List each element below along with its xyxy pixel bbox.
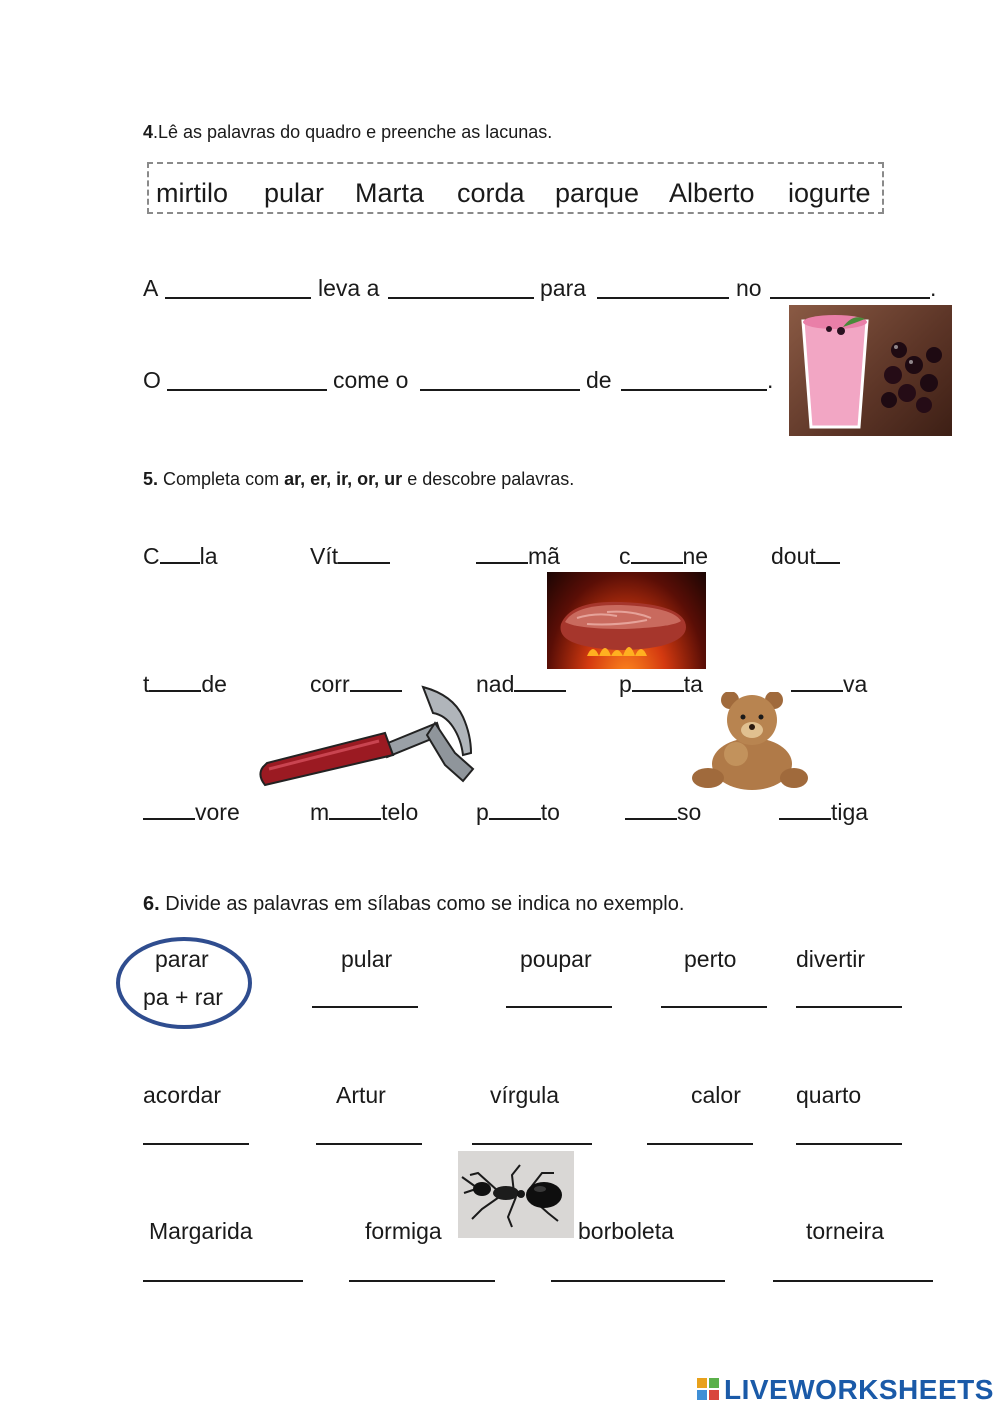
word-bank-box	[147, 162, 884, 214]
syllable-word: borboleta	[578, 1218, 674, 1244]
word-blank[interactable]	[143, 800, 195, 820]
word-suffix: ne	[682, 543, 709, 569]
syllable-word: quarto	[796, 1082, 862, 1108]
word-blank[interactable]	[329, 800, 381, 820]
ex5-instruction	[143, 469, 574, 490]
word-suffix: telo	[381, 799, 419, 825]
ex4-instruction	[143, 122, 552, 143]
liveworksheets-logo-icon	[697, 1378, 721, 1402]
word-suffix: vore	[195, 799, 240, 825]
syllable-blank[interactable]	[796, 1143, 902, 1145]
word-blank[interactable]	[160, 544, 200, 564]
liveworksheets-logo-text: LIVEWORKSHEETS	[724, 1374, 994, 1405]
sentence2-part: .	[767, 367, 774, 393]
word-bank-item: iogurte	[788, 178, 871, 208]
sentence2-blank-1[interactable]	[167, 389, 327, 391]
syllable-word: acordar	[143, 1082, 221, 1108]
word-blank[interactable]	[779, 800, 831, 820]
meat-image	[547, 572, 706, 669]
sentence1-part: A	[143, 275, 159, 301]
word-bank-item: mirtilo	[156, 178, 228, 208]
word-bank-item: pular	[264, 178, 325, 208]
word-bank-item: Marta	[355, 178, 425, 208]
syllable-blank[interactable]	[143, 1280, 303, 1282]
word-blank[interactable]	[338, 544, 390, 564]
ex4-text: .Lê as palavras do quadro e preenche as lacunas.	[153, 122, 553, 142]
syllable-word: perto	[684, 946, 737, 972]
ex5-bold: ar, er, ir, or, ur	[284, 469, 403, 489]
word-prefix: nad	[476, 671, 515, 697]
syllable-blank[interactable]	[796, 1006, 902, 1008]
word-suffix: tiga	[831, 799, 869, 825]
sentence1-blank-4[interactable]	[770, 297, 930, 299]
syllable-word: formiga	[365, 1218, 442, 1244]
sentence2-part: come o	[333, 367, 409, 393]
ex4-number: 4	[143, 122, 154, 142]
word-suffix: de	[201, 671, 227, 697]
syllable-word: torneira	[806, 1218, 884, 1244]
word-prefix: Vít	[310, 543, 339, 569]
syllable-word: vírgula	[490, 1082, 560, 1108]
word-blank[interactable]	[631, 544, 683, 564]
syllable-word: pular	[341, 946, 393, 972]
ex6-number: 6.	[143, 893, 160, 915]
word-blank[interactable]	[625, 800, 677, 820]
syllable-blank[interactable]	[661, 1006, 767, 1008]
word-blank[interactable]	[632, 672, 684, 692]
syllable-blank[interactable]	[349, 1280, 495, 1282]
sentence1-part: no	[736, 275, 762, 301]
word-bank-item: parque	[555, 178, 640, 208]
sentence2-blank-2[interactable]	[420, 389, 580, 391]
sentence1-blank-1[interactable]	[165, 297, 311, 299]
word-suffix: so	[677, 799, 702, 825]
word-prefix: p	[619, 671, 632, 697]
syllable-blank[interactable]	[316, 1143, 422, 1145]
syllable-blank[interactable]	[773, 1280, 933, 1282]
word-prefix: corr	[310, 671, 350, 697]
syllable-blank[interactable]	[647, 1143, 753, 1145]
sentence1-part: .	[930, 275, 937, 301]
word-suffix: la	[199, 543, 218, 569]
word-blank[interactable]	[791, 672, 843, 692]
word-blank[interactable]	[149, 672, 201, 692]
word-prefix: p	[476, 799, 489, 825]
ex6-instruction	[143, 893, 684, 916]
ex5-text-before: Completa com	[163, 469, 280, 489]
word-blank[interactable]	[476, 544, 528, 564]
fill-word	[476, 671, 566, 698]
sentence1-part: leva a	[318, 275, 380, 301]
word-prefix: c	[619, 543, 631, 569]
fill-word	[310, 543, 390, 570]
word-suffix: to	[540, 799, 560, 825]
fill-word	[779, 799, 868, 826]
word-blank[interactable]	[514, 672, 566, 692]
word-suffix: mã	[528, 543, 560, 569]
example-word: parar	[155, 946, 209, 972]
syllable-blank[interactable]	[472, 1143, 592, 1145]
fill-word	[625, 799, 701, 826]
word-bank-item: corda	[457, 178, 525, 208]
word-prefix: m	[310, 799, 330, 825]
example-split: pa + rar	[143, 984, 223, 1010]
syllable-blank[interactable]	[551, 1280, 725, 1282]
fill-word	[310, 799, 418, 826]
syllable-word: divertir	[796, 946, 866, 972]
sentence1-blank-2[interactable]	[388, 297, 534, 299]
syllable-word: Margarida	[149, 1218, 253, 1244]
word-bank-item: Alberto	[669, 178, 755, 208]
ex5-text-after: e descobre palavras.	[407, 469, 575, 489]
fill-word	[619, 543, 708, 570]
sentence1-blank-3[interactable]	[597, 297, 729, 299]
smoothie-image	[789, 305, 952, 436]
word-suffix: va	[843, 671, 868, 697]
word-blank[interactable]	[489, 800, 541, 820]
ant-image	[458, 1151, 574, 1238]
sentence2-part: de	[586, 367, 612, 393]
word-prefix: C	[143, 543, 160, 569]
ex6-text: Divide as palavras em sílabas como se indica no exemplo.	[165, 893, 685, 915]
syllable-word: calor	[691, 1082, 741, 1108]
sentence2-part: O	[143, 367, 161, 393]
fill-word	[476, 543, 560, 570]
syllable-blank[interactable]	[312, 1006, 418, 1008]
word-suffix: ta	[683, 671, 703, 697]
fill-word	[143, 543, 218, 570]
syllable-blank[interactable]	[143, 1143, 249, 1145]
syllable-blank[interactable]	[506, 1006, 612, 1008]
fill-word	[771, 543, 840, 570]
syllable-word: Artur	[336, 1082, 386, 1108]
word-prefix: dout	[771, 543, 816, 569]
hammer-image	[255, 683, 477, 799]
teddy-bear-image	[690, 692, 808, 792]
fill-word	[143, 671, 227, 698]
fill-word	[143, 799, 240, 826]
ex5-number: 5.	[143, 469, 159, 489]
word-blank[interactable]	[816, 544, 840, 564]
sentence1-part: para	[540, 275, 587, 301]
sentence2-blank-3[interactable]	[621, 389, 767, 391]
fill-word	[476, 799, 560, 826]
word-prefix: t	[143, 671, 150, 697]
syllable-word: poupar	[520, 946, 592, 972]
